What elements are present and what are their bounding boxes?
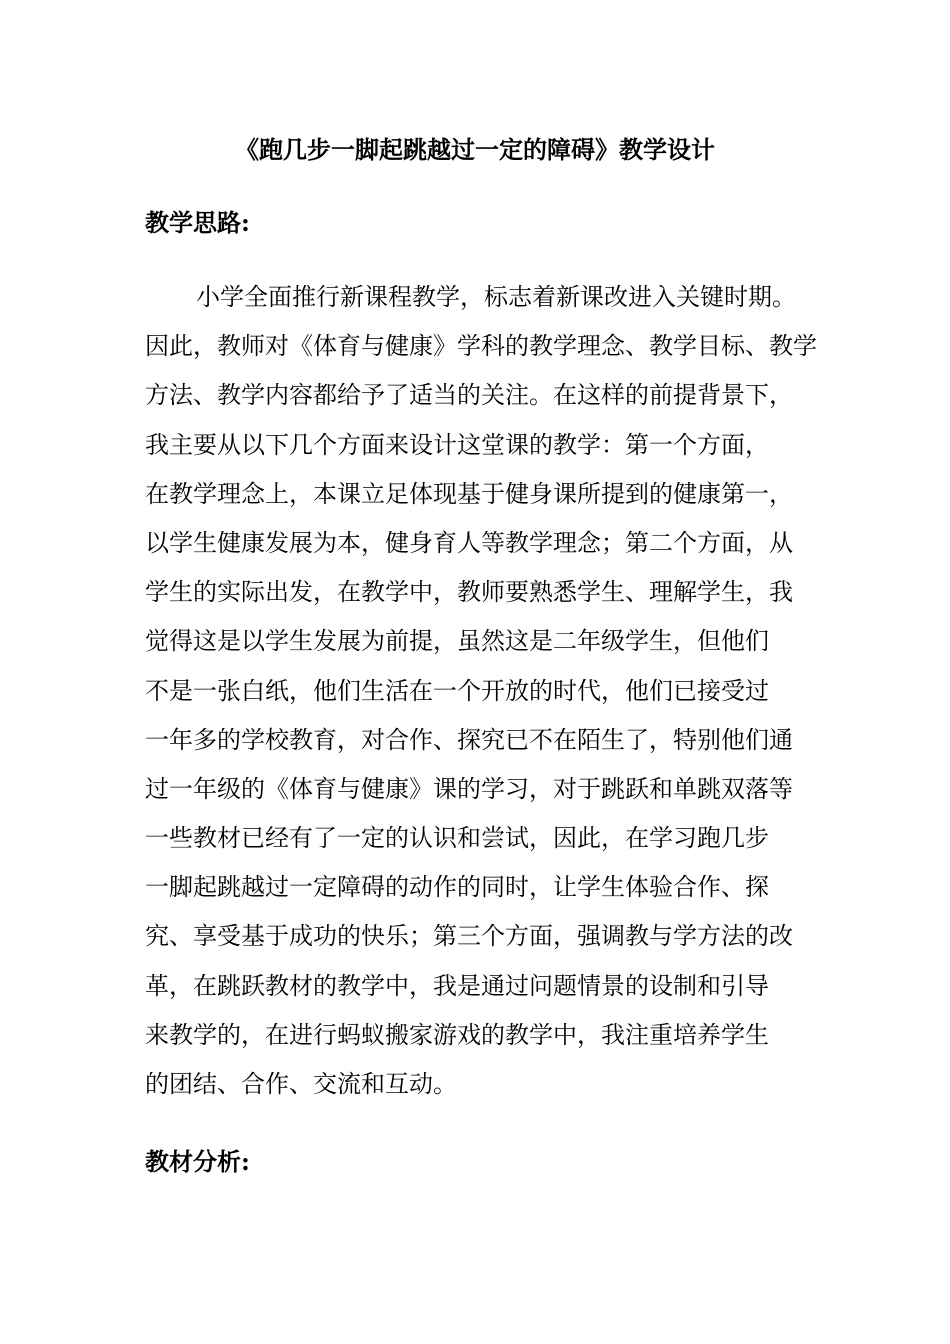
teaching-approach-paragraph [145, 277, 835, 1113]
paragraph-line: 我主要从以下几个方面来设计这堂课的教学：第一个方面， [145, 430, 769, 459]
paragraph-line: 过一年级的《体育与健康》课的学习，对于跳跃和单跳双落等 [145, 774, 793, 803]
paragraph-line: 学生的实际出发，在教学中，教师要熟悉学生、理解学生，我 [145, 578, 793, 607]
paragraph-line: 一年多的学校教育，对合作、探究已不在陌生了，特别他们通 [145, 725, 793, 754]
document-title: 《跑几步一脚起跳越过一定的障碍》教学设计 [235, 135, 715, 164]
paragraph-line: 一些教材已经有了一定的认识和尝试，因此，在学习跑几步 [145, 824, 769, 853]
paragraph-line: 以学生健康发展为本，健身育人等教学理念；第二个方面，从 [145, 528, 793, 557]
paragraph-line: 究、享受基于成功的快乐；第三个方面，强调教与学方法的改 [145, 922, 793, 951]
paragraph-line: 不是一张白纸，他们生活在一个开放的时代，他们已接受过 [145, 676, 769, 705]
section-heading-teaching-approach: 教学思路: [145, 208, 250, 237]
paragraph-line: 方法、教学内容都给予了适当的关注。在这样的前提背景下， [145, 381, 793, 410]
paragraph-line: 革，在跳跃教材的教学中，我是通过问题情景的设制和引导 [145, 971, 769, 1000]
paragraph-line: 因此，教师对《体育与健康》学科的教学理念、教学目标、教学 [145, 332, 817, 361]
paragraph-line: 来教学的，在进行蚂蚁搬家游戏的教学中，我注重培养学生 [145, 1020, 769, 1049]
paragraph-line: 觉得这是以学生发展为前提，虽然这是二年级学生，但他们 [145, 627, 769, 656]
paragraph-line: 在教学理念上，本课立足体现基于健身课所提到的健康第一， [145, 479, 793, 508]
paragraph-line: 一脚起跳越过一定障碍的动作的同时，让学生体验合作、探 [145, 873, 769, 902]
section-heading-material-analysis: 教材分析: [145, 1147, 250, 1176]
paragraph-line: 小学全面推行新课程教学，标志着新课改进入关键时期。 [196, 283, 796, 311]
paragraph-line: 的团结、合作、交流和互动。 [145, 1070, 457, 1098]
